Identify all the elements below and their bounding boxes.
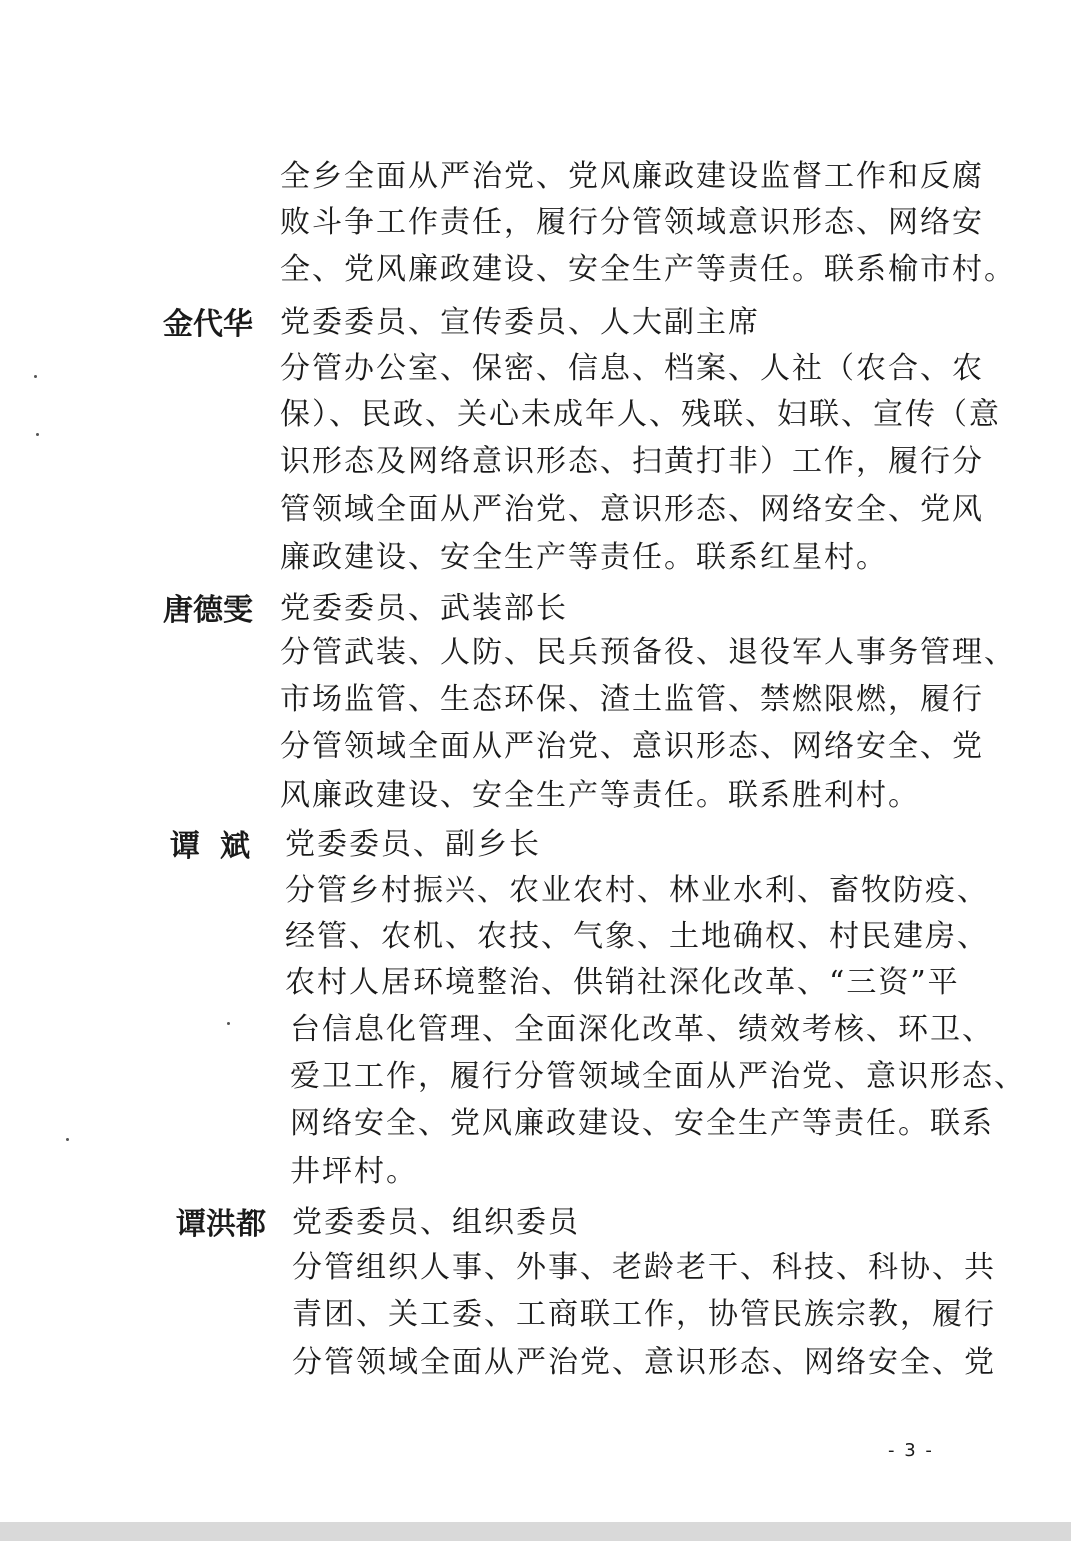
continuation-line: 全乡全面从严治党、党风廉政建设监督工作和反腐 <box>280 159 984 194</box>
scan-speck <box>227 1022 230 1025</box>
official-title: 党委委员、副乡长 <box>285 827 541 862</box>
duty-line: 分管组织人事、外事、老龄老干、科技、科协、共 <box>292 1250 996 1285</box>
duty-line: 爱卫工作，履行分管领域全面从严治党、意识形态、 <box>290 1059 1026 1094</box>
official-name: 唐德雯 <box>163 593 253 628</box>
official-title: 党委委员、武装部长 <box>280 591 568 626</box>
duty-line: 网络安全、党风廉政建设、安全生产等责任。联系 <box>290 1106 994 1141</box>
duty-line: 分管领域全面从严治党、意识形态、网络安全、党 <box>280 729 984 764</box>
continuation-line: 全、党风廉政建设、安全生产等责任。联系榆市村。 <box>280 252 1016 287</box>
duty-line: 廉政建设、安全生产等责任。联系红星村。 <box>280 540 888 575</box>
duty-line: 井坪村。 <box>290 1154 418 1189</box>
official-name: 谭洪都 <box>176 1207 266 1242</box>
duty-line: 青团、关工委、工商联工作，协管民族宗教，履行 <box>292 1297 996 1332</box>
duty-line: 管领域全面从严治党、意识形态、网络安全、党风 <box>280 492 984 527</box>
scan-speck <box>36 433 39 436</box>
duty-line: 农村人居环境整治、供销社深化改革、“三资”平 <box>285 965 960 1000</box>
official-name: 谭斌 <box>170 829 270 864</box>
duty-line: 台信息化管理、全面深化改革、绩效考核、环卫、 <box>290 1012 994 1047</box>
duty-line: 识形态及网络意识形态、扫黄打非）工作，履行分 <box>280 444 984 479</box>
official-title: 党委委员、宣传委员、人大副主席 <box>280 305 760 340</box>
duty-line: 市场监管、生态环保、渣土监管、禁燃限燃，履行 <box>280 682 984 717</box>
duty-line: 保）、民政、关心未成年人、残联、妇联、宣传（意 <box>280 397 1001 432</box>
duty-line: 经管、农机、农技、气象、土地确权、村民建房、 <box>285 919 989 954</box>
scan-speck <box>66 1138 69 1141</box>
duty-line: 风廉政建设、安全生产等责任。联系胜利村。 <box>280 778 920 813</box>
scan-speck <box>34 375 37 378</box>
official-name: 金代华 <box>163 307 253 342</box>
duty-line: 分管武装、人防、民兵预备役、退役军人事务管理、 <box>280 635 1016 670</box>
page-number: - 3 - <box>888 1440 934 1461</box>
viewer-bottom-bar <box>0 1522 1071 1541</box>
official-title: 党委委员、组织委员 <box>292 1205 580 1240</box>
duty-line: 分管办公室、保密、信息、档案、人社（农合、农 <box>280 351 984 386</box>
duty-line: 分管领域全面从严治党、意识形态、网络安全、党 <box>292 1345 996 1380</box>
continuation-line: 败斗争工作责任，履行分管领域意识形态、网络安 <box>280 205 984 240</box>
duty-line: 分管乡村振兴、农业农村、林业水利、畜牧防疫、 <box>285 873 989 908</box>
